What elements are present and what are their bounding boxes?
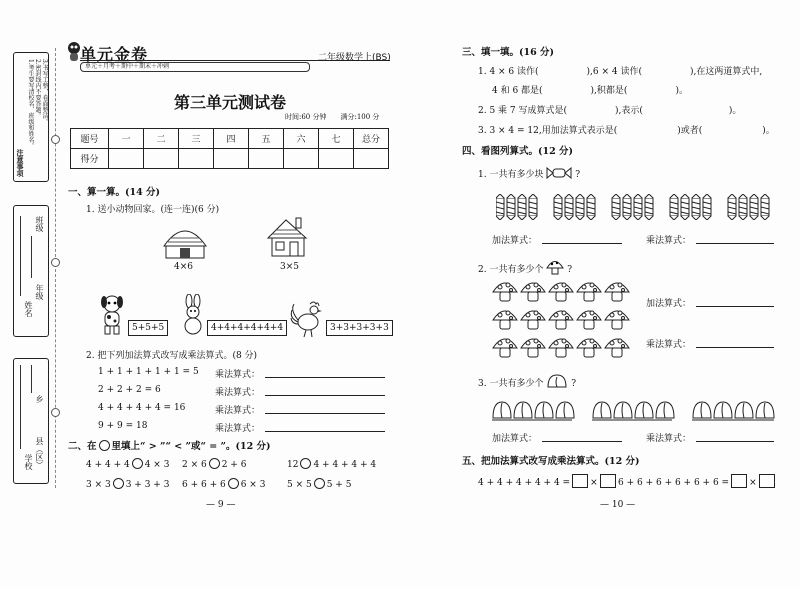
notice-box [13, 52, 49, 182]
name-underline[interactable] [20, 216, 21, 296]
page-number-left: — 9 — [206, 500, 236, 510]
school-underline[interactable] [20, 365, 21, 449]
addition-label: 加法算式： [646, 299, 692, 309]
picture-question-1 [478, 167, 580, 180]
school-label: 学校 [24, 454, 33, 470]
candy-group-image [496, 194, 792, 220]
score-cell: 二 [144, 129, 179, 149]
fill-text: )。 [762, 126, 775, 136]
compare-right: 6 × 3 [240, 480, 266, 490]
class-label: 班级 [35, 216, 44, 232]
multiplication-label: 乘法算式： [646, 340, 692, 350]
multiplication-answer-line[interactable] [265, 431, 385, 432]
expression-1 [478, 474, 618, 488]
animal-box-1: 5+5+5 [128, 320, 168, 336]
dog-icon [98, 294, 126, 336]
multiplication-answer-line[interactable] [265, 413, 385, 414]
compare-item [86, 478, 169, 490]
addition-answer-line[interactable] [542, 441, 622, 442]
question-mark: ? [567, 265, 573, 275]
compare-left: 4 + 4 + 4 [86, 460, 130, 470]
fill-1-line-1 [478, 64, 762, 77]
score-cell: 六 [284, 129, 319, 149]
brand-subtitle: 单元＋月考＋期中＋期末＋冲刺 [80, 62, 310, 72]
answer-box[interactable] [600, 474, 616, 488]
compare-item [182, 458, 246, 470]
house-icon [262, 216, 312, 260]
picture-question-text: 1. 一共有多少块 [478, 170, 544, 180]
score-header-row [71, 129, 389, 149]
multiplication-answer-line[interactable] [265, 395, 385, 396]
score-cell: 三 [179, 129, 214, 149]
fill-text: )。 [675, 86, 688, 96]
addition-row: 1 + 1 + 1 + 1 + 1 = 5 [98, 367, 199, 377]
section-2-pre: 二、在 [68, 441, 97, 452]
page-number-right: — 10 — [600, 500, 636, 510]
rabbit-icon [180, 294, 206, 336]
times-sign: × [590, 478, 598, 488]
section-1-heading: 一、算一算。(14 分) [68, 187, 161, 198]
compare-item [86, 458, 169, 470]
notice-line-2: 2.密封线内不要答题。 [34, 59, 41, 119]
score-table [70, 128, 389, 169]
addition-label: 加法算式： [492, 434, 538, 444]
score-input[interactable] [179, 149, 214, 169]
fill-3 [478, 123, 775, 136]
compare-item [182, 478, 265, 490]
question-1-1: 1. 送小动物回家。(连一连)(6 分) [86, 205, 220, 215]
section-3-heading: 三、填一填。(16 分) [462, 47, 555, 58]
class-underline[interactable] [31, 236, 32, 278]
fill-text: 2. 5 乘 7 写成算式是( [478, 106, 567, 116]
score-value-row [71, 149, 389, 169]
times-sign: × [749, 478, 757, 488]
score-input[interactable] [249, 149, 284, 169]
multiplication-label: 乘法算式： [646, 434, 692, 444]
peach-icon [546, 373, 568, 389]
grade-label: 年级 [35, 284, 44, 300]
compare-right: 4 × 3 [144, 460, 170, 470]
compare-left: 5 × 5 [287, 480, 312, 490]
picture-question-text: 2. 一共有多少个 [478, 265, 544, 275]
score-input[interactable] [214, 149, 249, 169]
compare-right: 5 + 5 [326, 480, 352, 490]
seal-line [55, 48, 56, 488]
multiplication-answer-line[interactable] [696, 243, 774, 244]
fill-text: ),积都是( [590, 86, 628, 96]
house-1-label: 4×6 [174, 262, 193, 272]
addition-row: 2 + 2 + 2 = 6 [98, 385, 161, 395]
multiplication-label: 乘法算式： [215, 388, 261, 398]
score-input[interactable] [354, 149, 389, 169]
fill-text: 4 和 6 都是( [492, 86, 543, 96]
circle-icon [99, 440, 110, 451]
section-4-heading: 四、看图列算式。(12 分) [462, 146, 574, 157]
house-2-label: 3×5 [280, 262, 299, 272]
fill-text: ),在这两道算式中, [690, 67, 763, 77]
question-mark: ? [575, 170, 581, 180]
multiplication-answer-line[interactable] [265, 377, 385, 378]
right-page [400, 0, 800, 589]
student-info-box [13, 205, 49, 337]
section-5-heading: 五、把加法算式改写成乘法算式。(12 分) [462, 456, 640, 467]
town-label: 乡 [35, 395, 44, 403]
expression-text: 4 + 4 + 4 + 4 + 4 = [478, 478, 571, 488]
fill-text: 1. 4 × 6 读作( [478, 67, 539, 77]
mushroom-icon [546, 259, 564, 275]
compare-left: 6 + 6 + 6 [182, 480, 226, 490]
addition-label: 加法算式： [492, 236, 538, 246]
compare-circle-input[interactable] [300, 458, 311, 469]
score-input[interactable] [144, 149, 179, 169]
compare-right: 4 + 4 + 4 + 4 [313, 460, 377, 470]
notice-line-1: 1.考生要写清校名、班级和姓名。 [27, 59, 34, 149]
fill-1-line-2 [492, 83, 688, 96]
county-label: 县（区） [35, 437, 44, 469]
rooster-icon [290, 300, 324, 338]
multiplication-label: 乘法算式： [215, 370, 261, 380]
score-input[interactable] [284, 149, 319, 169]
compare-item [287, 458, 376, 470]
compare-right: 3 + 3 + 3 [125, 480, 170, 490]
section-2-heading [68, 438, 271, 452]
fill-text: )或者( [677, 126, 703, 136]
page-title: 第三单元测试卷 [173, 93, 286, 112]
score-input[interactable] [109, 149, 144, 169]
multiplication-label: 乘法算式： [215, 406, 261, 416]
score-cell: 四 [214, 129, 249, 149]
time-info: 时间:60 分钟 满分:100 分 [285, 113, 380, 121]
seal-mark-3 [51, 408, 60, 417]
notice-title: 注意事项 [16, 149, 25, 177]
notice-line-3: 3.书写工整，卷面整洁。 [41, 59, 48, 125]
multiplication-answer-line[interactable] [696, 347, 774, 348]
fill-text: ),6 × 4 读作( [586, 67, 643, 77]
compare-circle-input[interactable] [228, 478, 239, 489]
multiplication-label: 乘法算式： [646, 236, 692, 246]
compare-left: 2 × 6 [182, 460, 207, 470]
compare-circle-input[interactable] [314, 478, 325, 489]
house-icon [160, 218, 210, 260]
compare-right: 2 + 6 [221, 460, 247, 470]
peach-group-image [492, 398, 792, 422]
fill-text: 3. 3 × 4 = 12,用加法算式表示是( [478, 126, 618, 136]
addition-row: 4 + 4 + 4 + 4 = 16 [98, 403, 186, 413]
picture-question-text: 3. 一共有多少个 [478, 379, 544, 389]
score-cell: 一 [109, 129, 144, 149]
seal-mark-1 [51, 135, 60, 144]
town-underline[interactable] [31, 365, 32, 393]
compare-left: 12 [287, 460, 299, 470]
fill-text: )。 [728, 106, 742, 116]
compare-circle-input[interactable] [113, 478, 124, 489]
expression-text: 6 + 6 + 6 + 6 + 6 + 6 = [618, 478, 730, 488]
score-row-label: 得分 [71, 149, 109, 169]
fill-text: ),表示( [615, 106, 643, 116]
grade-label: 二年级数学上(BS) [318, 53, 391, 63]
compare-item [287, 478, 351, 490]
score-cell: 五 [249, 129, 284, 149]
animal-box-3: 3+3+3+3+3 [326, 320, 393, 336]
seal-mark-2 [51, 258, 60, 267]
multiplication-label: 乘法算式： [215, 424, 261, 434]
multiplication-answer-line[interactable] [696, 441, 774, 442]
answer-box[interactable] [572, 474, 588, 488]
answer-box[interactable] [759, 474, 775, 488]
compare-circle-input[interactable] [132, 458, 143, 469]
animal-box-2: 4+4+4+4+4+4 [207, 320, 287, 336]
addition-row: 9 + 9 = 18 [98, 421, 148, 431]
school-info-box [13, 358, 49, 484]
name-label: 姓名 [24, 301, 33, 317]
mushroom-group-image [492, 280, 632, 364]
picture-question-3 [478, 373, 576, 389]
compare-circle-input[interactable] [209, 458, 220, 469]
candy-icon [546, 167, 572, 179]
answer-box[interactable] [731, 474, 747, 488]
question-1-2: 2. 把下列加法算式改写成乘法算式。(8 分) [86, 351, 258, 361]
addition-answer-line[interactable] [542, 243, 622, 244]
score-cell: 七 [319, 129, 354, 149]
section-2-post: 里填上“ > ”“ < ”或“ = ”。(12 分) [111, 441, 271, 452]
fill-2 [478, 103, 741, 116]
compare-left: 3 × 3 [86, 480, 111, 490]
score-input[interactable] [319, 149, 354, 169]
score-cell: 总分 [354, 129, 389, 149]
expression-2 [618, 474, 777, 488]
picture-question-2 [478, 259, 572, 275]
brand-title: 单元金卷 [80, 45, 149, 64]
addition-answer-line[interactable] [696, 306, 774, 307]
score-cell: 题号 [71, 129, 109, 149]
question-mark: ? [571, 379, 577, 389]
